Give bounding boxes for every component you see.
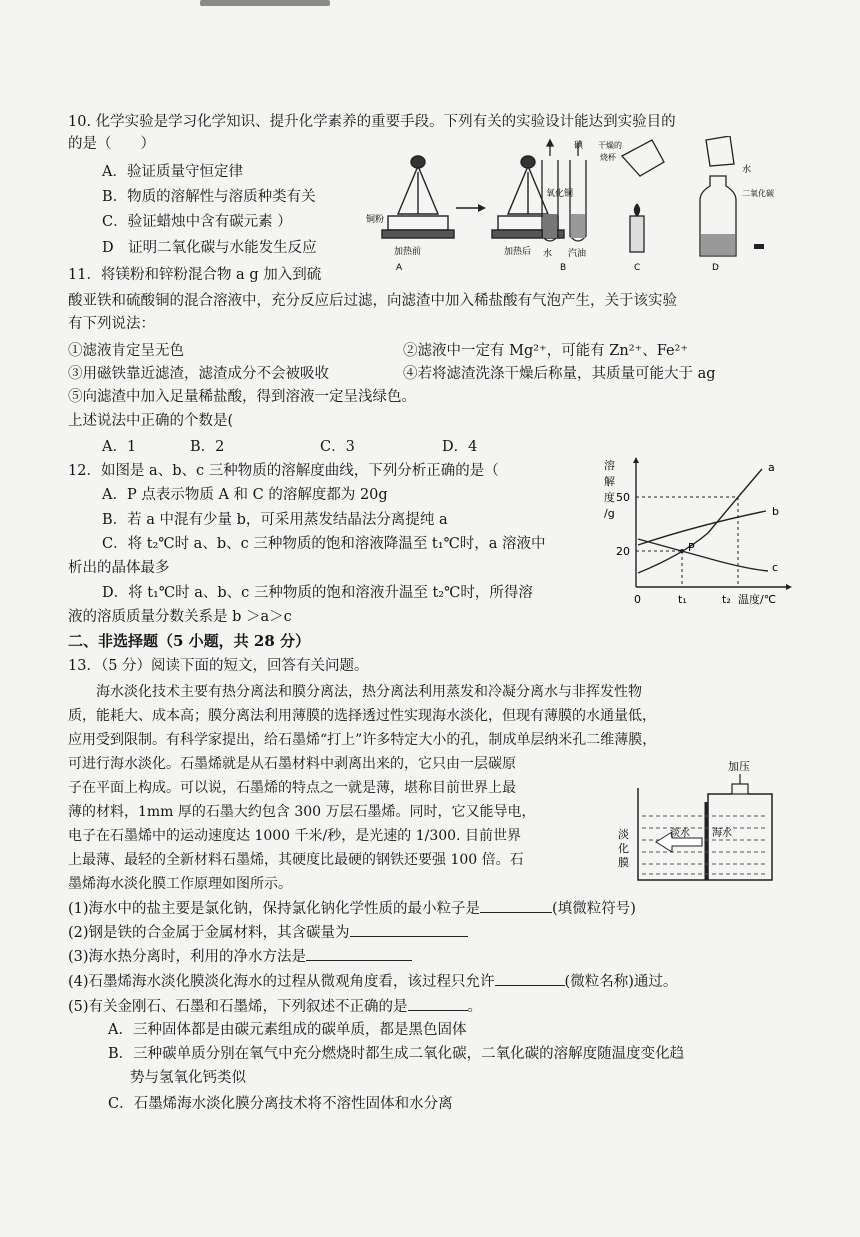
q11-ask: 上述说法中正确的个数是( bbox=[68, 413, 234, 429]
label-C: C bbox=[634, 263, 641, 273]
candle-beaker-icon bbox=[622, 140, 664, 252]
q13-option-a: A．三种固体都是由碳元素组成的碳单质，都是黑色固体 bbox=[108, 1022, 467, 1038]
answer-blank-3[interactable] bbox=[306, 946, 412, 961]
answer-blank-5[interactable] bbox=[408, 996, 468, 1011]
q13-sub4 bbox=[68, 971, 677, 992]
label-A: A bbox=[396, 263, 403, 273]
label-curve-b: b bbox=[772, 505, 779, 518]
q13-passage-6: 薄的材料，1mm 厚的石墨大约包含 300 万层石墨烯。同时，它又能导电， bbox=[68, 804, 536, 820]
desalination-figure bbox=[612, 756, 792, 892]
label-dry: 干燥的 bbox=[598, 141, 622, 150]
q13-option-b2: 势与氢氧化钙类似 bbox=[130, 1070, 246, 1086]
label-curve-a: a bbox=[768, 461, 775, 474]
q13-passage-9: 墨烯海水淡化膜工作原理如图所示。 bbox=[68, 876, 292, 892]
chart-xlabel: 温度/℃ bbox=[738, 593, 777, 606]
q13-passage-5: 子在平面上构成。可以说，石墨烯的特点之一就是薄，堪称目前世界上最 bbox=[68, 780, 516, 796]
q10-option-d: D 证明二氧化碳与水能发生反应 bbox=[102, 240, 317, 256]
label-B: B bbox=[560, 263, 567, 273]
label-fresh-water: 淡水 bbox=[670, 828, 690, 839]
q11-statement-1: ①滤液肯定呈无色 bbox=[68, 343, 184, 359]
tick-origin: 0 bbox=[634, 593, 641, 606]
curve-a bbox=[638, 469, 762, 573]
q13-sub5-end: 。 bbox=[467, 999, 483, 1015]
curve-c bbox=[638, 539, 768, 571]
q11-statement-4: ④若将滤渣洗涤干燥后称量，其质量可能大于 ag bbox=[403, 366, 716, 382]
q10-stem-line2: 的是（ ） bbox=[68, 136, 155, 152]
q11-statement-3: ③用磁铁靠近滤渣，滤渣成分不会被吸收 bbox=[68, 366, 329, 382]
q12-option-c2: 析出的晶体最多 bbox=[68, 560, 170, 576]
q13-sub5-text: (5)有关金刚石、石墨和石墨烯，下列叙述不正确的是 bbox=[68, 999, 408, 1015]
chart-ylabel-1: 溶 bbox=[604, 459, 615, 472]
q11-option-b: B．2 bbox=[190, 439, 225, 455]
q10-option-a: A．验证质量守恒定律 bbox=[102, 164, 243, 180]
solubility-chart bbox=[598, 455, 794, 611]
q10-option-b: B．物质的溶解性与溶质种类有关 bbox=[102, 189, 316, 205]
balance-before-icon bbox=[382, 156, 454, 238]
q13-sub3-text: (3)海水热分离时，利用的净水方法是 bbox=[68, 949, 307, 965]
q13-sub2-text: (2)钢是铁的合金属于金属材料，其含碳量为 bbox=[68, 925, 350, 941]
label-sea-water: 海水 bbox=[712, 828, 732, 839]
q11-stem-line1: 11．将镁粉和锌粉混合物 a g 加入到硫 bbox=[68, 267, 322, 283]
q11-stem-line2: 酸亚铁和硫酸铜的混合溶液中，充分反应后过滤，向滤渣中加入稀盐酸有气泡产生，关于该实验 bbox=[68, 293, 677, 309]
q11-option-a: A．1 bbox=[102, 439, 137, 455]
q12-option-b: B．若 a 中混有少量 b，可采用蒸发结晶法分离提纯 a bbox=[102, 512, 448, 528]
q11-statement-5: ⑤向滤渣中加入足量稀盐酸，得到溶液一定呈浅绿色。 bbox=[68, 389, 416, 405]
label-beaker: 烧杯 bbox=[600, 153, 616, 162]
svg-text:度: 度 bbox=[604, 491, 615, 504]
q10-option-c: C．验证蜡烛中含有碳元素 ） bbox=[102, 214, 292, 230]
q12-stem: 12．如图是 a、b、c 三种物质的溶解度曲线，下列分析正确的是（ bbox=[68, 463, 499, 479]
q12-option-d1: D．将 t₁℃时 a、b、c 三种物质的饱和溶液升温至 t₂℃时，所得溶 bbox=[102, 585, 533, 601]
q13-sub1-text: (1)海水中的盐主要是氯化钠，保持氯化钠化学性质的最小粒子是 bbox=[68, 901, 481, 917]
q11-statement-2: ②滤液中一定有 Mg²⁺，可能有 Zn²⁺、Fe²⁺ bbox=[403, 343, 689, 359]
label-gasoline: 汽油 bbox=[568, 249, 587, 259]
label-membrane: 淡 bbox=[618, 828, 629, 841]
q13-passage-2: 质，能耗大、成本高；膜分离法利用薄膜的选择透过性实现海水淡化，但现有薄膜的水通量低， bbox=[68, 708, 656, 724]
svg-text:化: 化 bbox=[618, 842, 629, 855]
curve-b bbox=[638, 511, 766, 545]
tick-t1: t₁ bbox=[678, 593, 687, 606]
label-curve-c: c bbox=[772, 561, 779, 574]
label-heat-after: 加热后 bbox=[504, 247, 532, 257]
label-heat-before: 加热前 bbox=[394, 247, 422, 257]
answer-blank-2[interactable] bbox=[350, 922, 468, 937]
tick-50: 50 bbox=[616, 491, 630, 504]
q13-sub4-text: (4)石墨烯海水淡化膜淡化海水的过程从微观角度看，该过程只允许 bbox=[68, 974, 495, 990]
q13-passage-8: 上最薄、最轻的全新材料石墨烯，其硬度比最硬的钢铁还要强 100 倍。石 bbox=[68, 852, 524, 868]
svg-text:膜: 膜 bbox=[618, 856, 629, 869]
q13-sub5 bbox=[68, 996, 482, 1017]
label-D: D bbox=[712, 263, 719, 273]
label-copper: 铜粉 bbox=[366, 215, 385, 225]
q12-option-c1: C．将 t₂℃时 a、b、c 三种物质的饱和溶液降温至 t₁℃时，a 溶液中 bbox=[102, 536, 546, 552]
q13-sub4-hint: (微粒名称)通过。 bbox=[564, 974, 678, 990]
q13-sub1-hint: (填微粒符号) bbox=[552, 901, 636, 917]
q12-option-d2: 液的溶质质量分数关系是 b ＞a＞c bbox=[68, 609, 292, 625]
scan-mark bbox=[200, 0, 330, 6]
q13-passage-1: 海水淡化技术主要有热分离法和膜分离法，热分离法利用蒸发和冷凝分离水与非挥发性物 bbox=[96, 684, 642, 700]
q13-passage-7: 电子在石墨烯中的运动速度达 1000 千米/秒，是光速的 1/300. 目前世界 bbox=[68, 828, 521, 844]
label-pressure: 加压 bbox=[728, 760, 750, 773]
q13-option-b1: B．三种碳单质分别在氧气中充分燃烧时都生成二氧化碳，二氧化碳的溶解度随温度变化趋 bbox=[108, 1046, 685, 1062]
point-p: P bbox=[688, 541, 695, 554]
q13-sub1 bbox=[68, 898, 636, 919]
q11-option-d: D．4 bbox=[442, 439, 478, 455]
label-water: 水 bbox=[543, 249, 553, 259]
tick-20: 20 bbox=[616, 545, 630, 558]
answer-blank-4[interactable] bbox=[495, 971, 565, 986]
svg-text:/g: /g bbox=[604, 507, 615, 520]
label-copper-oxide: 氧化铜 bbox=[546, 189, 574, 199]
q10-experiment-figure bbox=[360, 136, 780, 276]
q13-passage-4: 可进行海水淡化。石墨烯就是从石墨材料中剥离出来的，它只由一层碳原 bbox=[68, 756, 516, 772]
q12-option-a: A．P 点表示物质 A 和 C 的溶解度都为 20g bbox=[102, 487, 388, 503]
q13-sub3 bbox=[68, 946, 412, 967]
q13-sub2 bbox=[68, 922, 468, 943]
answer-blank-1[interactable] bbox=[480, 898, 552, 913]
label-co2: 二氧化碳 bbox=[742, 189, 774, 198]
label-iodine: 碘 bbox=[574, 141, 584, 151]
q13-passage-3: 应用受到限制。有科学家提出，给石墨烯“打上”许多特定大小的孔，制成单层纳米孔二维薄膜， bbox=[68, 732, 657, 748]
q13-stem: 13．（5 分）阅读下面的短文，回答有关问题。 bbox=[68, 658, 369, 674]
bottle-icon bbox=[700, 136, 736, 256]
q13-option-c: C．石墨烯海水淡化膜分离技术将不溶性固体和水分离 bbox=[108, 1096, 453, 1112]
label-water2: 水 bbox=[742, 165, 752, 175]
tick-t2: t₂ bbox=[722, 593, 731, 606]
q11-stem-line3: 有下列说法： bbox=[68, 316, 155, 332]
section-2-heading: 二、非选择题（5 小题，共 28 分） bbox=[68, 632, 310, 650]
svg-text:解: 解 bbox=[604, 475, 615, 488]
q10-stem-line1: 10. 化学实验是学习化学知识、提升化学素养的重要手段。下列有关的实验设计能达到实验目的 bbox=[68, 114, 676, 130]
q11-option-c: C．3 bbox=[320, 439, 355, 455]
